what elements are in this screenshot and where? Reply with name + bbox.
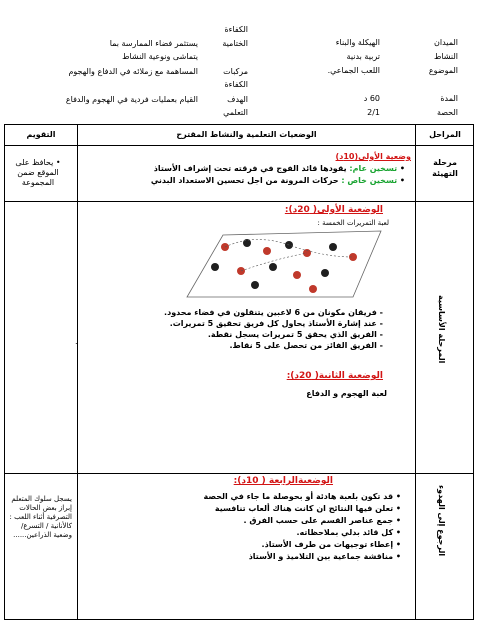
situation-1-title: الوضعية الأولى( 20د): xyxy=(284,205,383,215)
objective-label: الهدف xyxy=(227,95,248,104)
prep-stage-label: مرحلة التهيئة xyxy=(432,158,458,178)
situation-1-rules: - فريقان مكونان من 6 لاعبين يتنقلون في فضاء محدود. - عند إشارة الأستاذ يحاول كل فريق تحقيق 5 تمريرات. - الفريق الذي يحقق 5 تمريرات يسجل نقطة. - الفريق الفائز من تحصل على 5 نقاط. xyxy=(83,307,383,351)
topic-value: اللعب الجماعي. xyxy=(327,66,380,75)
session-label: الحصة xyxy=(436,108,458,117)
field-value: الهيكلة والبناء xyxy=(335,38,380,47)
situation-1-caption: لعبة التمريرات الخمسة : xyxy=(317,219,389,227)
prep-line-1: • تسخين عام: يقودها قائد الفوج في فرقته تحت إشراف الأستاذ xyxy=(153,164,405,173)
final-value: يستثمر فضاء الممارسة بما xyxy=(109,39,198,48)
components-value: المساهمة مع زملائه في الدفاع والهجوم xyxy=(68,67,198,76)
competency-label: الكفاءة xyxy=(224,25,248,34)
return-items: • قد تكون بلعبة هادئة أو بحوصلة ما جاء في الحصة • تعلن فيها النتائج ان كانت هناك ألعاب تنافسية • جمع عناصر القسم على حسب الفرق . • كل قائد بدلي بملاحظاته. • إعطاء توجيهات من طرف الأستاذ. • مناقشة جماعية بين التلاميذ و الأستاذ xyxy=(203,492,401,561)
main-stage-label: المرحلة الأساسية xyxy=(437,295,446,364)
header-evaluation: التقويم xyxy=(26,130,56,139)
prep-line-2: • تسخين خاص : حركات المرونة من اجل تحسين الاستعداد البدني xyxy=(150,176,405,185)
competency-label-2: الكفاءة xyxy=(224,80,248,89)
learning-label: التعلمي xyxy=(223,108,248,117)
activity-value: تربية بدنية xyxy=(346,52,380,61)
specific-warmup-label: تسخين خاص : xyxy=(341,176,398,185)
final-value-2: يتماشى ونوعية النشاط xyxy=(122,52,198,61)
duration-label: المدة xyxy=(440,94,458,103)
bullet-icon: • xyxy=(397,176,405,185)
five-passes-field-drawing xyxy=(185,223,385,303)
return-evaluation: يسجل سلوك المتعلم إبراز بعض الحالات التصرفية أثناء اللعب : كالأنانية / التسرع/ وضعية الذراعين...... xyxy=(9,495,72,539)
prep-evaluation: • يحافظ على الموقع ضمن المجموعة xyxy=(15,158,61,187)
activity-label: النشاط xyxy=(433,52,458,61)
duration-value: 60 د xyxy=(363,94,380,103)
situation-4-title: الوضعيةالرابعة ( 10د): xyxy=(233,476,333,486)
bullet-icon: • xyxy=(397,164,405,173)
objective-value: القيام بعمليات فردية في الهجوم والدفاع xyxy=(65,95,198,104)
header-activities: الوضعيات التعلمية والنشاط المقترح xyxy=(176,130,317,139)
prep-title: وضعية الأولى(10د) xyxy=(335,152,411,161)
situation-2-title: الوضعية الثانية( 20د): xyxy=(286,371,383,381)
main-evaluation: . xyxy=(75,337,78,346)
components-label: مركبات xyxy=(223,67,248,76)
return-stage-label: الرجوع إلى الهدوء xyxy=(437,485,446,557)
lesson-table xyxy=(4,124,474,620)
field-label: الميدان xyxy=(434,38,458,47)
session-value: 2/1 xyxy=(367,108,380,117)
topic-label: الموضوع xyxy=(428,66,458,75)
situation-2-text: لعبة الهجوم و الدفاع xyxy=(306,389,387,398)
general-warmup-label: تسخين عام: xyxy=(349,164,398,173)
header-stages: المراحل xyxy=(429,130,461,139)
final-label: الختامية xyxy=(222,39,248,48)
